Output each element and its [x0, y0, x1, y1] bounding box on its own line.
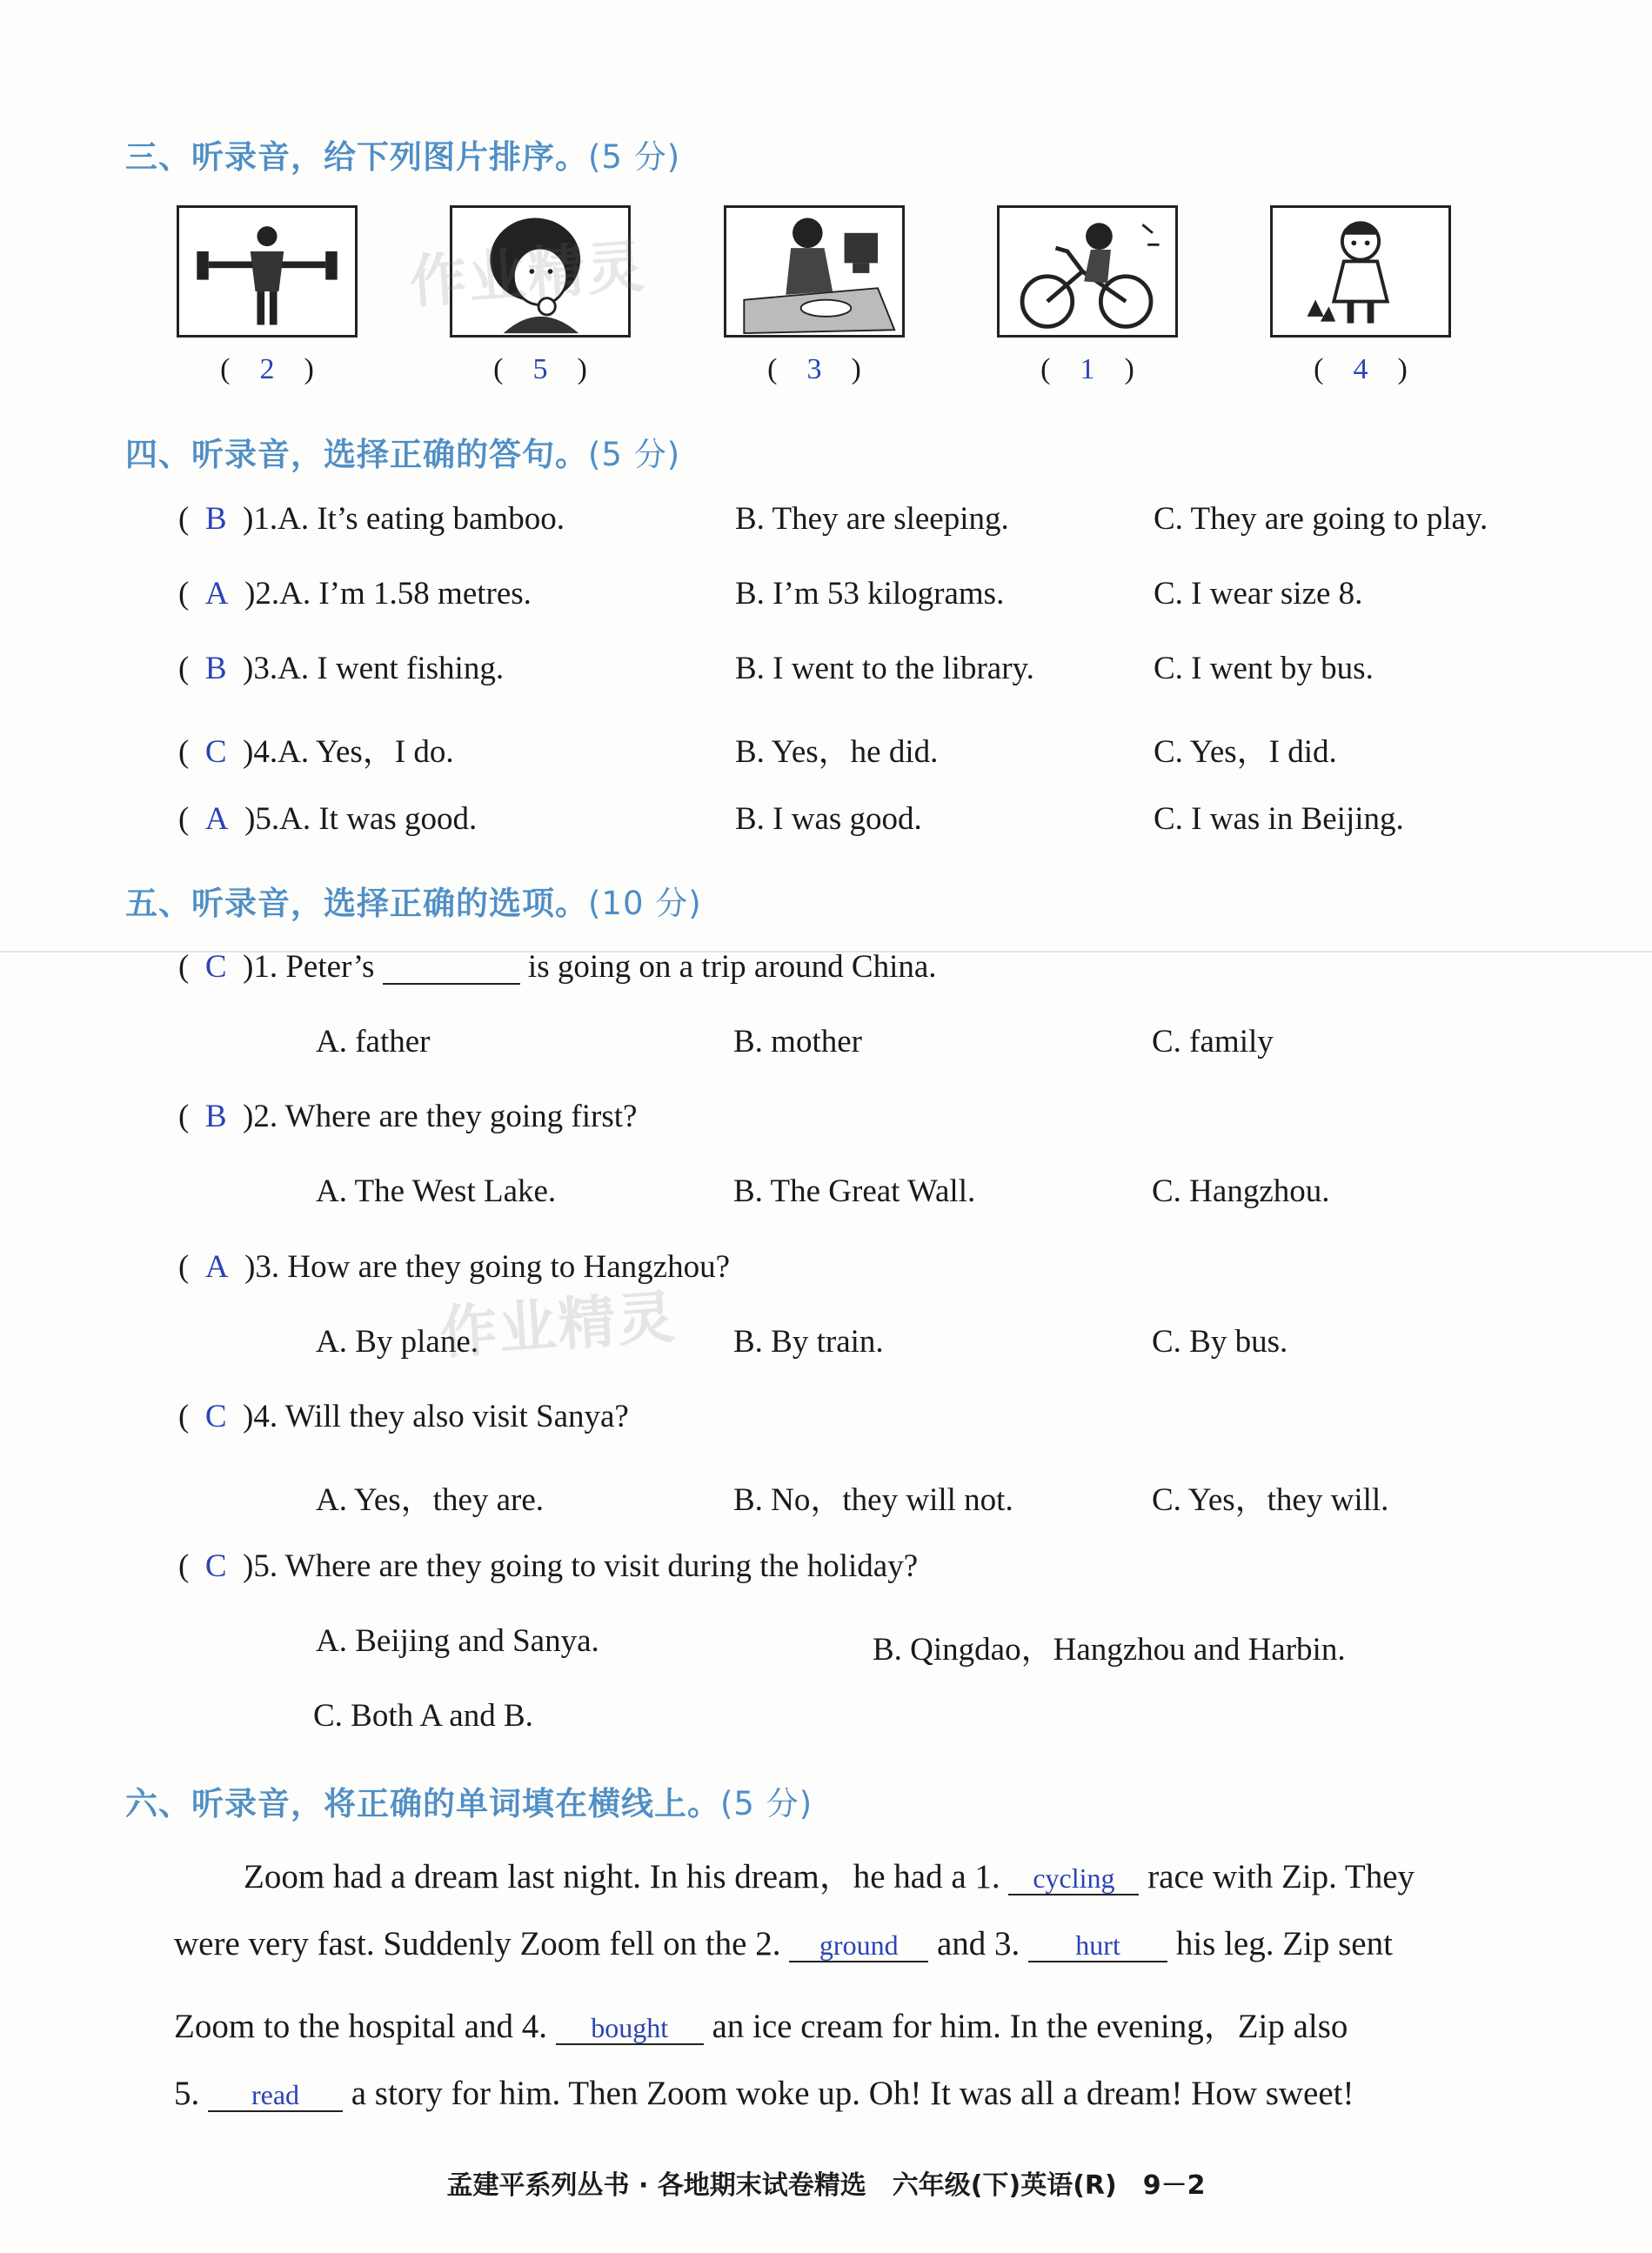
picture-answer-2: ( 5 ): [493, 353, 587, 385]
s4-item-1: ( B )1.A. It’s eating bamboo.: [178, 501, 565, 537]
section5-heading: 五、听录音，选择正确的选项。(10 分): [125, 885, 702, 922]
section3-heading: 三、听录音，给下列图片排序。(5 分): [125, 138, 681, 176]
picture-answer-4: ( 1 ): [1040, 353, 1134, 385]
s5-q4-option-a: A. Yes，they are.: [316, 1482, 545, 1518]
s6-blank-2: ground: [789, 1931, 928, 1962]
s4-item-5: ( A )5.A. It was good.: [178, 801, 478, 837]
s6-line-2: were very fast. Suddenly Zoom fell on the 2. ground and 3. hurt his leg. Zip sent: [174, 1925, 1393, 1962]
s6-blank-1: cycling: [1008, 1864, 1139, 1895]
s5-q3-option-b: B. By train.: [733, 1324, 884, 1360]
s4-item-2: ( A )2.A. I’m 1.58 metres.: [178, 576, 532, 612]
s5-q2-option-b: B. The Great Wall.: [733, 1173, 976, 1209]
s4-option-5c: C. I was in Beijing.: [1154, 801, 1404, 837]
picture-answer-3: ( 3 ): [767, 353, 861, 385]
girl-planting-icon: [1270, 205, 1451, 338]
s4-item-4: ( C )4.A. Yes，I do.: [178, 734, 454, 770]
s5-q1-option-a: A. father: [316, 1024, 431, 1060]
s5-q5-option-b: B. Qingdao，Hangzhou and Harbin.: [873, 1632, 1346, 1668]
s5-q4-option-c: C. Yes，they will.: [1152, 1482, 1389, 1518]
s6-blank-3: hurt: [1028, 1931, 1167, 1962]
s4-option-2c: C. I wear size 8.: [1154, 576, 1363, 612]
s5-q4-option-b: B. No，they will not.: [733, 1482, 1013, 1518]
section6-heading: 六、听录音，将正确的单词填在横线上。(5 分): [125, 1785, 813, 1822]
girl-at-computer-icon: [724, 205, 905, 338]
s4-option-2b: B. I’m 53 kilograms.: [735, 576, 1005, 612]
s5-q2-option-c: C. Hangzhou.: [1152, 1173, 1330, 1209]
s6-line-3: Zoom to the hospital and 4. bought an ice cream for him. In the evening，Zip also: [174, 2008, 1348, 2045]
girl-portrait-icon: [450, 205, 631, 338]
s4-option-1c: C. They are going to play.: [1154, 501, 1488, 537]
girl-on-bike-icon: [997, 205, 1178, 338]
s5-q2-option-a: A. The West Lake.: [316, 1173, 557, 1209]
page-footer: 孟建平系列丛书 · 各地期末试卷精选 六年级(下)英语(R) 9－2: [446, 2170, 1206, 2201]
s6-line-4: 5. read a story for him. Then Zoom woke up. Oh! It was all a dream! How sweet!: [174, 2075, 1354, 2112]
s5-q3-option-c: C. By bus.: [1152, 1324, 1288, 1360]
s6-blank-4: bought: [556, 2014, 704, 2045]
s5-q1-option-b: B. mother: [733, 1024, 862, 1060]
section4-heading: 四、听录音，选择正确的答句。(5 分): [125, 436, 681, 473]
s5-q5-option-a: A. Beijing and Sanya.: [316, 1623, 599, 1659]
picture-answer-5: ( 4 ): [1314, 353, 1408, 385]
s6-line-1: Zoom had a dream last night. In his dream，he had a 1. cycling race with Zip. They: [244, 1858, 1415, 1895]
picture-answer-1: ( 2 ): [220, 353, 314, 385]
s5-question-4: ( C )4. Will they also visit Sanya?: [178, 1399, 629, 1434]
s5-q1-option-c: C. family: [1152, 1024, 1274, 1060]
s4-option-4c: C. Yes，I did.: [1154, 734, 1337, 770]
s4-option-3c: C. I went by bus.: [1154, 651, 1374, 686]
s4-option-4b: B. Yes，he did.: [735, 734, 939, 770]
s4-option-1b: B. They are sleeping.: [735, 501, 1009, 537]
s5-question-1: ( C )1. Peter’s is going on a trip around China.: [178, 949, 937, 985]
s4-item-3: ( B )3.A. I went fishing.: [178, 651, 505, 686]
s6-blank-5: read: [208, 2081, 343, 2112]
s5-q5-option-c: C. Both A and B.: [313, 1698, 533, 1734]
s5-question-2: ( B )2. Where are they going first?: [178, 1099, 638, 1134]
s5-q1-blank: [383, 953, 520, 985]
watermark-2: 作业精灵: [438, 1283, 679, 1367]
s5-q3-option-a: A. By plane.: [316, 1324, 479, 1360]
weightlifter-icon: [177, 205, 358, 338]
s4-option-5b: B. I was good.: [735, 801, 922, 837]
s4-option-3b: B. I went to the library.: [735, 651, 1034, 686]
s5-question-5: ( C )5. Where are they going to visit during the holiday?: [178, 1548, 919, 1584]
s5-question-3: ( A )3. How are they going to Hangzhou?: [178, 1249, 730, 1285]
